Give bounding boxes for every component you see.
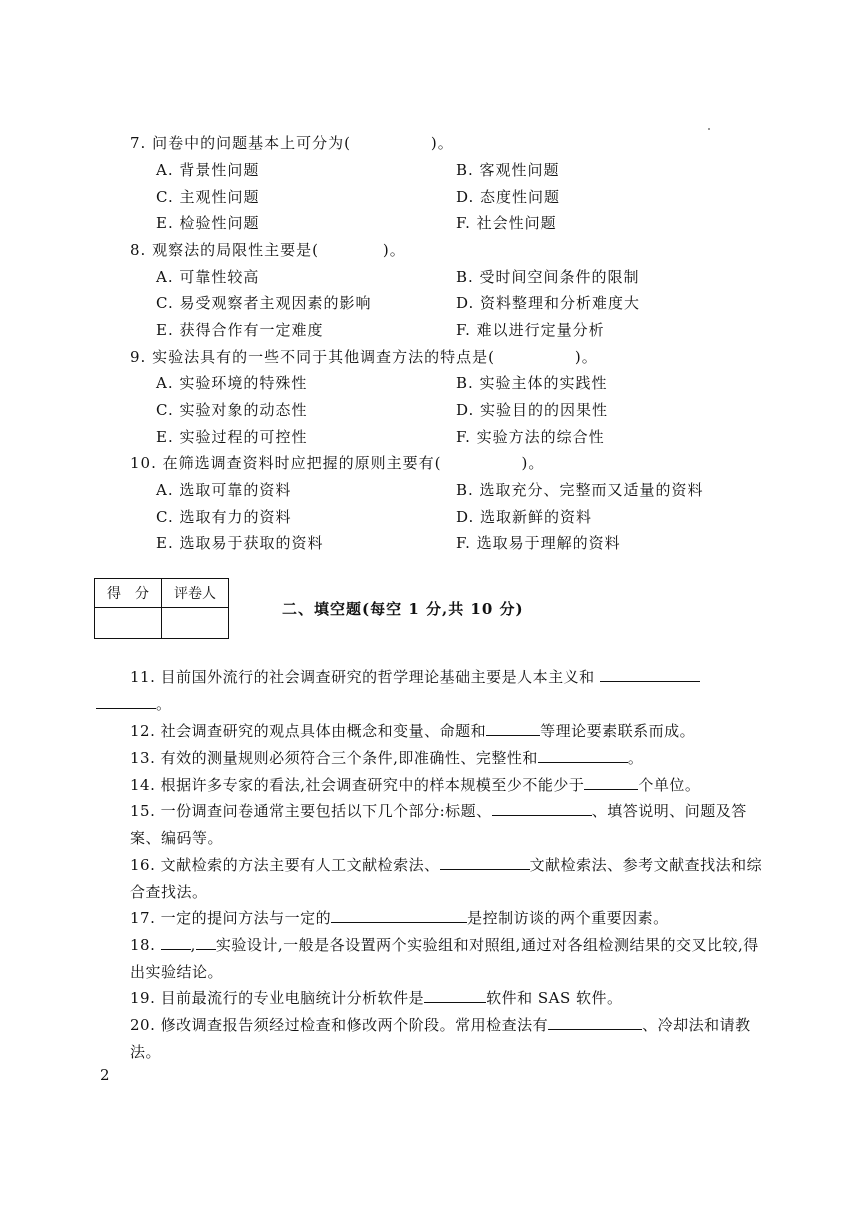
q9-option-b: B. 实验主体的实践性	[456, 374, 608, 392]
q9-option-e: E. 实验过程的可控性	[156, 428, 308, 446]
q14-tail: 个单位。	[638, 776, 701, 794]
page-number: 2	[100, 1066, 110, 1084]
q14-text: 14. 根据许多专家的看法,社会调查研究中的样本规模至少不能少于	[130, 776, 585, 794]
q13-tail: 。	[627, 749, 644, 767]
q7-option-a: A. 背景性问题	[156, 161, 260, 179]
q8-option-e: E. 获得合作有一定难度	[156, 321, 324, 339]
q10-option-f: F. 选取易于理解的资料	[456, 534, 621, 552]
q7-option-e: E. 检验性问题	[156, 214, 260, 232]
q19-text: 19. 目前最流行的专业电脑统计分析软件是	[130, 989, 425, 1007]
q7-option-c: C. 主观性问题	[156, 188, 260, 206]
q18-separator: ,	[190, 936, 196, 954]
q18-text: 18.	[130, 936, 161, 954]
grader-cell[interactable]	[162, 608, 229, 639]
q14-blank[interactable]	[584, 775, 638, 790]
q20-tail: 、冷却法和请教法。	[130, 1016, 751, 1061]
q13-text: 13. 有效的测量规则必须符合三个条件,即准确性、完整性和	[130, 749, 538, 767]
q18-tail: 实验设计,一般是各设置两个实验组和对照组,通过对各组检测结果的交叉比较,得出实验结论。	[130, 936, 759, 981]
q9-option-f: F. 实验方法的综合性	[456, 428, 605, 446]
q11-blank[interactable]	[600, 667, 700, 682]
q8-option-c: C. 易受观察者主观因素的影响	[156, 294, 372, 312]
question-18	[96, 932, 768, 986]
q11-text: 11. 目前国外流行的社会调查研究的哲学理论基础主要是人本主义和	[130, 668, 595, 686]
q11-blank-cont[interactable]	[96, 694, 156, 709]
q8-option-b: B. 受时间空间条件的限制	[456, 268, 640, 286]
q17-tail: 是控制访谈的两个重要因素。	[467, 909, 669, 927]
q9-option-a: A. 实验环境的特殊性	[156, 374, 308, 392]
q10-option-d: D. 选取新鲜的资料	[456, 508, 593, 526]
scan-speck	[708, 128, 710, 130]
q19-tail: 软件和 SAS 软件。	[486, 989, 623, 1007]
section-title: 二、填空题(每空 1 分,共 10 分)	[282, 600, 524, 618]
question-15	[96, 798, 768, 852]
grader-label: 评卷人	[162, 579, 229, 608]
q20-text: 20. 修改调查报告须经过检查和修改两个阶段。常用检查法有	[130, 1016, 549, 1034]
q8-option-a: A. 可靠性较高	[156, 268, 260, 286]
question-13	[96, 745, 768, 772]
q20-blank[interactable]	[548, 1015, 642, 1030]
q10-option-a: A. 选取可靠的资料	[156, 481, 292, 499]
q10-option-c: C. 选取有力的资料	[156, 508, 292, 526]
q8-option-d: D. 资料整理和分析难度大	[456, 294, 641, 312]
q11-tail: 。	[156, 695, 172, 713]
q10-option-e: E. 选取易于获取的资料	[156, 534, 324, 552]
q15-tail: 、填答说明、问题及答案、编码等。	[130, 802, 747, 847]
question-17	[96, 905, 768, 932]
question-7-stem: 7. 问卷中的问题基本上可分为( )。	[130, 134, 454, 152]
question-11	[96, 664, 768, 718]
q16-text: 16. 文献检索的方法主要有人工文献检索法、	[130, 856, 440, 874]
q15-blank[interactable]	[492, 801, 592, 816]
q10-option-b: B. 选取充分、完整而又适量的资料	[456, 481, 704, 499]
q12-tail: 等理论要素联系而成。	[540, 722, 696, 740]
q12-blank[interactable]	[486, 721, 540, 736]
q7-option-f: F. 社会性问题	[456, 214, 557, 232]
q19-blank[interactable]	[424, 988, 486, 1003]
q8-option-f: F. 难以进行定量分析	[456, 321, 605, 339]
q7-option-d: D. 态度性问题	[456, 188, 561, 206]
q13-blank[interactable]	[538, 748, 628, 763]
question-19	[96, 985, 768, 1012]
question-9-stem: 9. 实验法具有的一些不同于其他调查方法的特点是( )。	[130, 348, 598, 366]
score-label: 得 分	[95, 579, 162, 608]
q9-option-c: C. 实验对象的动态性	[156, 401, 308, 419]
q17-blank[interactable]	[331, 908, 467, 923]
q16-tail: 文献检索法、参考文献查找法和综合查找法。	[130, 856, 763, 901]
q15-text: 15. 一份调查问卷通常主要包括以下几个部分:标题、	[130, 802, 492, 820]
question-8-stem: 8. 观察法的局限性主要是( )。	[130, 241, 406, 259]
q12-text: 12. 社会调查研究的观点具体由概念和变量、命题和	[130, 722, 487, 740]
q16-blank[interactable]	[440, 855, 530, 870]
q17-text: 17. 一定的提问方法与一定的	[130, 909, 332, 927]
score-cell[interactable]	[95, 608, 162, 639]
question-10-stem: 10. 在筛选调查资料时应把握的原则主要有( )。	[130, 454, 545, 472]
question-14	[96, 772, 768, 799]
q18-blank-1[interactable]	[161, 935, 191, 950]
question-16	[96, 852, 768, 906]
q9-option-d: D. 实验目的的因果性	[456, 401, 609, 419]
q7-option-b: B. 客观性问题	[456, 161, 560, 179]
question-12	[96, 718, 768, 745]
score-table	[94, 578, 229, 639]
q18-blank-2[interactable]	[196, 935, 216, 950]
question-20	[96, 1012, 768, 1066]
